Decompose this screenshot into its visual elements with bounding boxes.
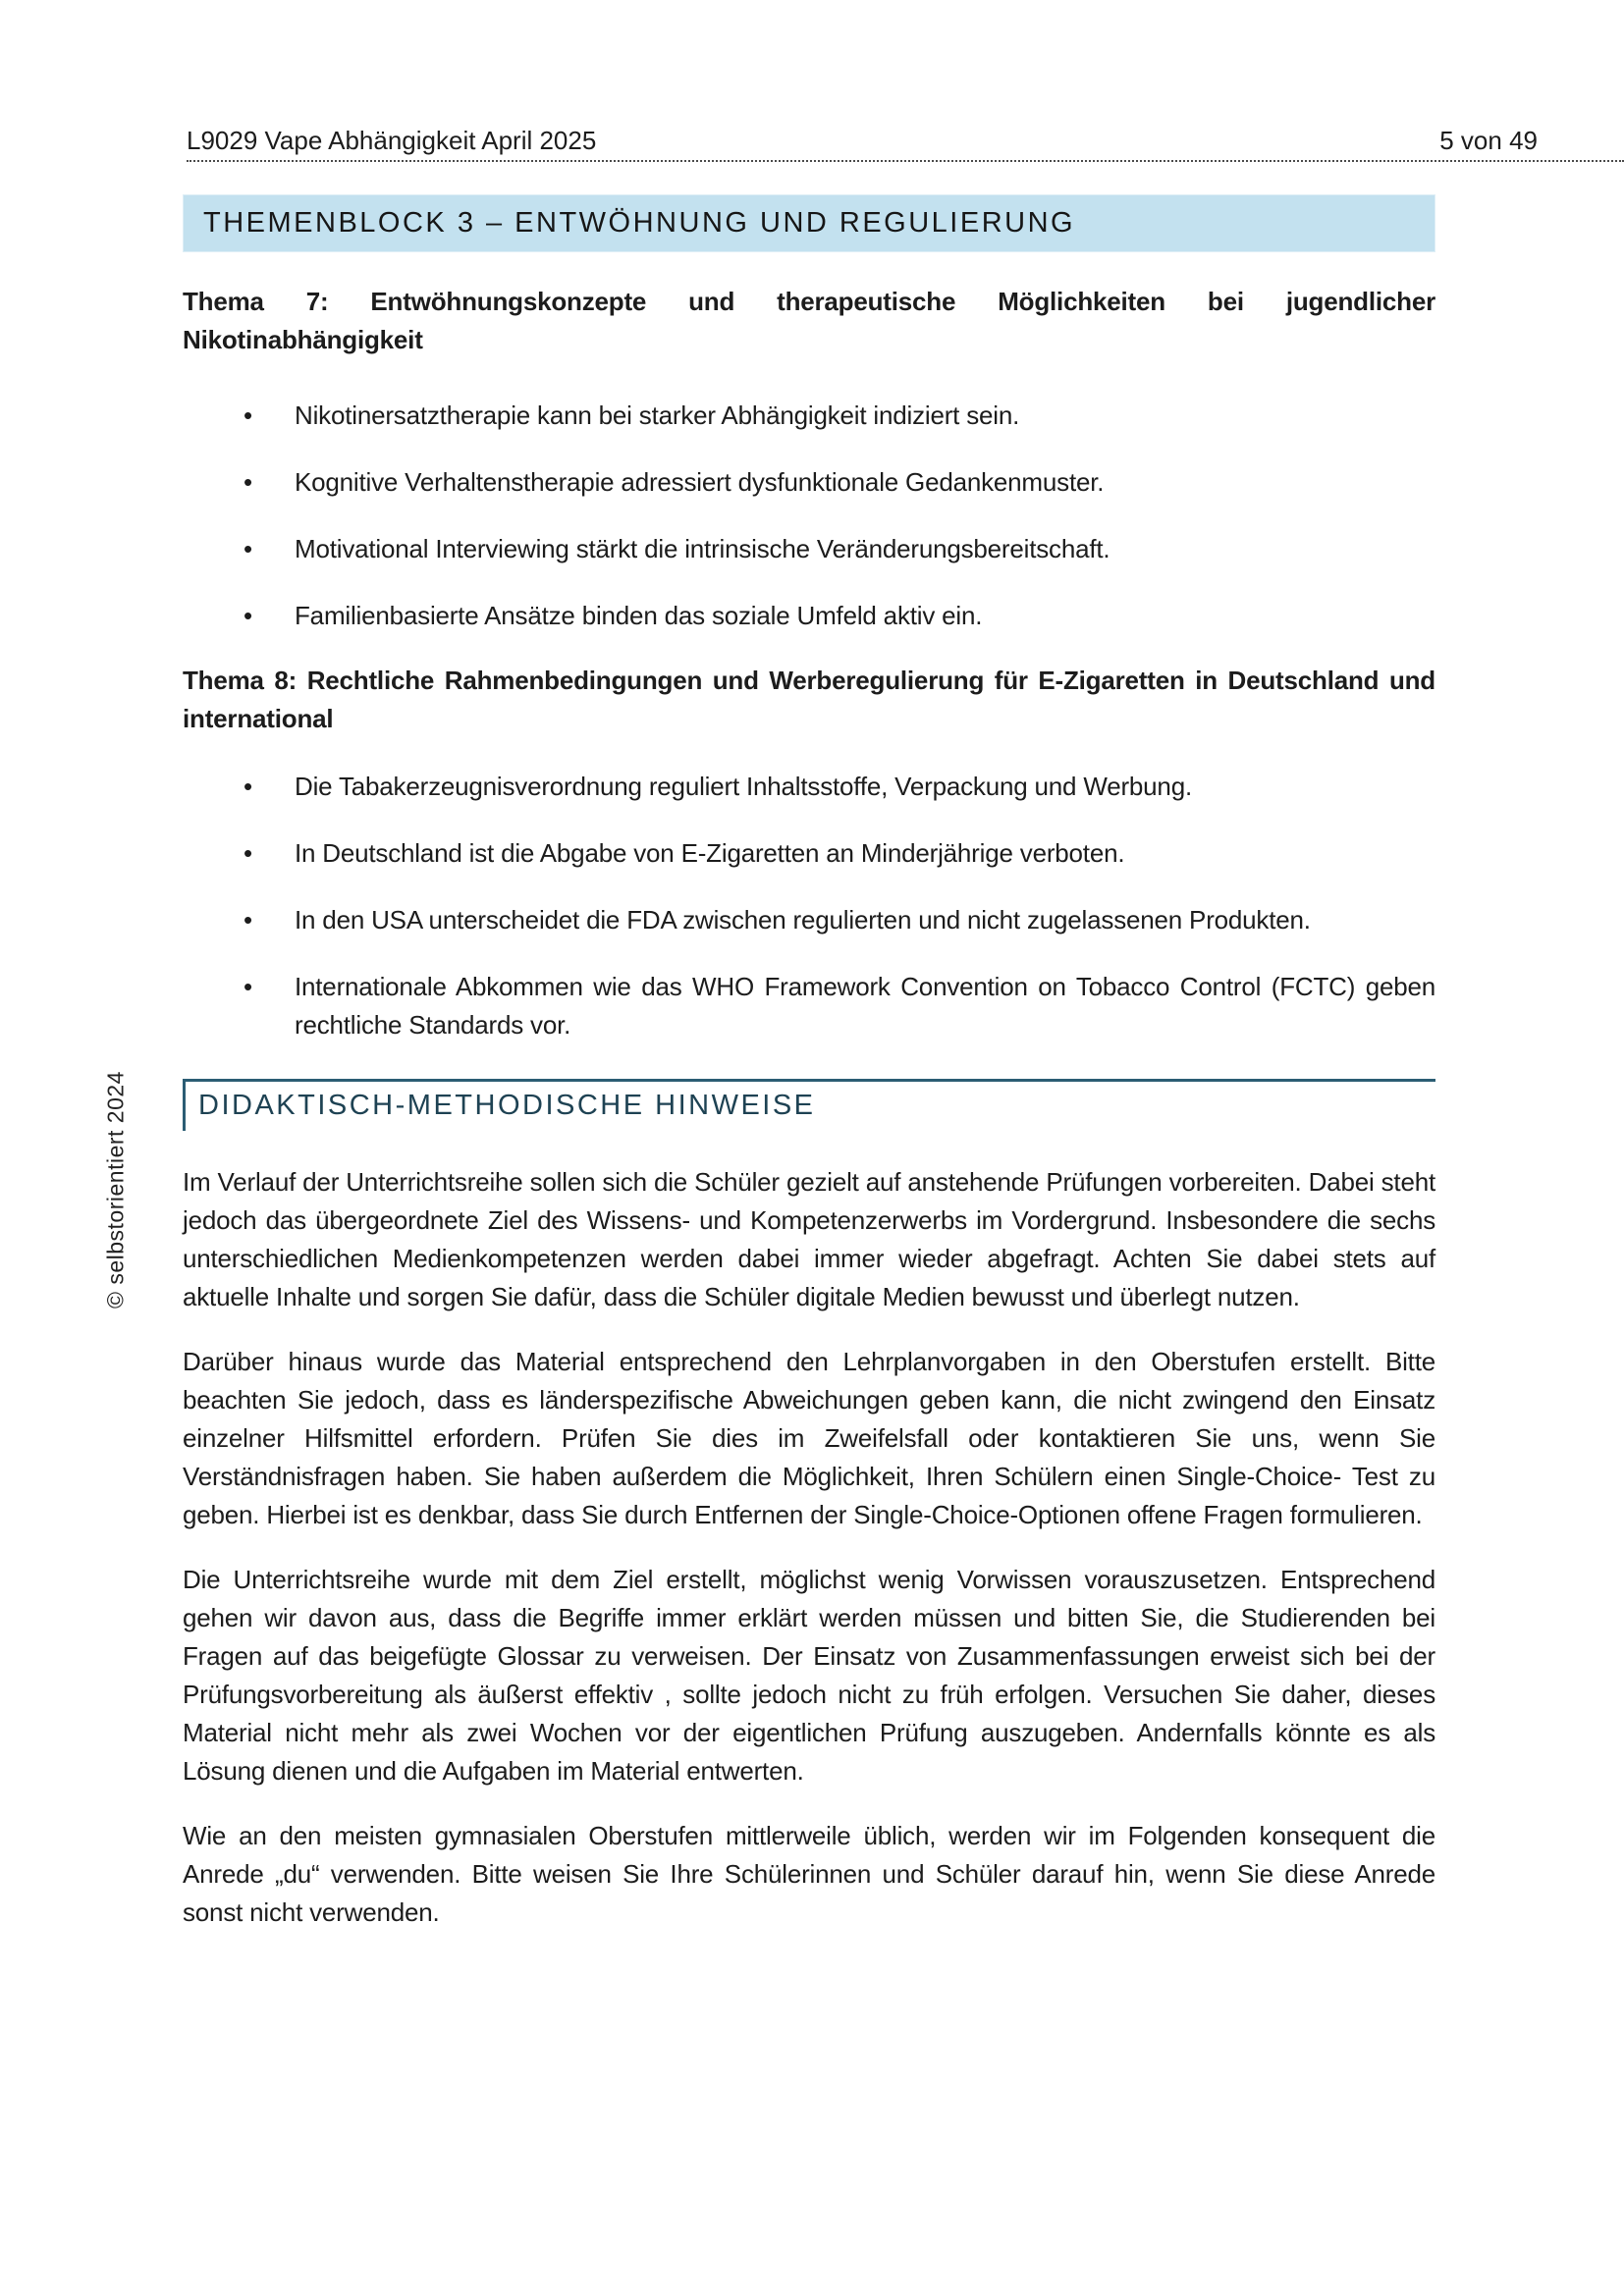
hinweise-paragraph: Darüber hinaus wurde das Material entsprechend den Lehrplanvorgaben in den Oberstufen erstellt. Bitte beachten Sie jedoch, dass es länderspezifische Abweichungen geben kann, die nicht zwingend den Einsatz einzelner Hilfsmittel erfordern. Prüfen Sie dies im Zweifelsfall oder kontaktieren Sie uns, wenn Sie Verständnisfragen haben. Sie haben außerdem die Möglichkeit, Ihren Schülern einen Single-Choice- Test zu geben. Hierbei ist es denkbar, dass Sie durch Entfernen der Single-Choice-Optionen offene Fragen formulieren.: [183, 1347, 1435, 1529]
list-item-text: Internationale Abkommen wie das WHO Framework Convention on Tobacco Control (FCTC) geben rechtliche Standards vor.: [295, 972, 1435, 1040]
hinweise-paragraph: Im Verlauf der Unterrichtsreihe sollen sich die Schüler gezielt auf anstehende Prüfungen vorbereiten. Dabei steht jedoch das übergeordnete Ziel des Wissens- und Kompetenzerwerbs im Vordergrund. Insbesondere die sechs unterschiedlichen Medienkompetenzen werden dabei immer wieder abgefragt. Achten Sie dabei stets auf aktuelle Inhalte und sorgen Sie dafür, dass die Schüler digitale Medien bewusst und überlegt nutzen.: [183, 1167, 1435, 1311]
page-header: [187, 126, 1624, 162]
list-item: [183, 901, 1435, 939]
bullet-icon: •: [244, 772, 252, 801]
list-item: [183, 397, 1435, 435]
list-item-text: Nikotinersatztherapie kann bei starker Abhängigkeit indiziert sein.: [295, 400, 1020, 430]
list-item: [183, 968, 1435, 1044]
list-item-text: In den USA unterscheidet die FDA zwischen regulierten und nicht zugelassenen Produkten.: [295, 905, 1311, 934]
list-item-text: In Deutschland ist die Abgabe von E-Zigaretten an Minderjährige verboten.: [295, 838, 1125, 868]
bullet-icon: •: [244, 838, 252, 868]
list-item: [183, 834, 1435, 873]
list-item: [183, 768, 1435, 806]
topic-7-bullet-list: [183, 397, 1435, 635]
list-item: [183, 530, 1435, 568]
topic-8-bullet-list: [183, 768, 1435, 1044]
header-document-title: L9029 Vape Abhängigkeit April 2025: [187, 126, 597, 155]
header-page-number: 5 von 49: [1439, 126, 1538, 155]
didaktisch-hinweise-heading: DIDAKTISCH-METHODISCHE HINWEISE: [183, 1079, 1435, 1131]
topic-8-heading: Thema 8: Rechtliche Rahmenbedingungen und Werberegulierung für E-Zigaretten in Deutschland und international: [183, 666, 1435, 733]
hinweise-paragraph: Die Unterrichtsreihe wurde mit dem Ziel erstellt, möglichst wenig Vorwissen vorauszusetzen. Entsprechend gehen wir davon aus, dass die Begriffe immer erklärt werden müssen und bitten Sie, die Studierenden bei Fragen auf das beigefügte Glossar zu verweisen. Der Einsatz von Zusammenfassungen erweist sich bei der Prüfungsvorbereitung als äußerst effektiv , sollte jedoch nicht zu früh erfolgen. Versuchen Sie daher, dieses Material nicht mehr als zwei Wochen vor der eigentlichen Prüfung auszugeben. Andernfalls könnte es als Lösung dienen und die Aufgaben im Material entwerten.: [183, 1565, 1435, 1786]
bullet-icon: •: [244, 601, 252, 630]
bullet-icon: •: [244, 972, 252, 1001]
themenblock-title: THEMENBLOCK 3 – ENTWÖHNUNG UND REGULIERUNG: [183, 194, 1435, 252]
list-item-text: Motivational Interviewing stärkt die intrinsische Veränderungsbereitschaft.: [295, 534, 1110, 563]
content-column: [183, 194, 1435, 1932]
list-item: [183, 463, 1435, 502]
hinweise-paragraph: Wie an den meisten gymnasialen Oberstufen mittlerweile üblich, werden wir im Folgenden konsequent die Anrede „du“ verwenden. Bitte weisen Sie Ihre Schülerinnen und Schüler darauf hin, wenn Sie diese Anrede sonst nicht verwenden.: [183, 1821, 1435, 1927]
topic-7-heading: Thema 7: Entwöhnungskonzepte und therapeutische Möglichkeiten bei jugendlicher Nikotinabhängigkeit: [183, 287, 1435, 354]
list-item-text: Kognitive Verhaltenstherapie adressiert dysfunktionale Gedankenmuster.: [295, 467, 1105, 497]
bullet-icon: •: [244, 400, 252, 430]
list-item-text: Familienbasierte Ansätze binden das soziale Umfeld aktiv ein.: [295, 601, 983, 630]
bullet-icon: •: [244, 905, 252, 934]
list-item: [183, 597, 1435, 635]
list-item-text: Die Tabakerzeugnisverordnung reguliert Inhaltsstoffe, Verpackung und Werbung.: [295, 772, 1192, 801]
bullet-icon: •: [244, 534, 252, 563]
vertical-copyright-text: © selbstorientiert 2024: [102, 1071, 129, 1308]
bullet-icon: •: [244, 467, 252, 497]
